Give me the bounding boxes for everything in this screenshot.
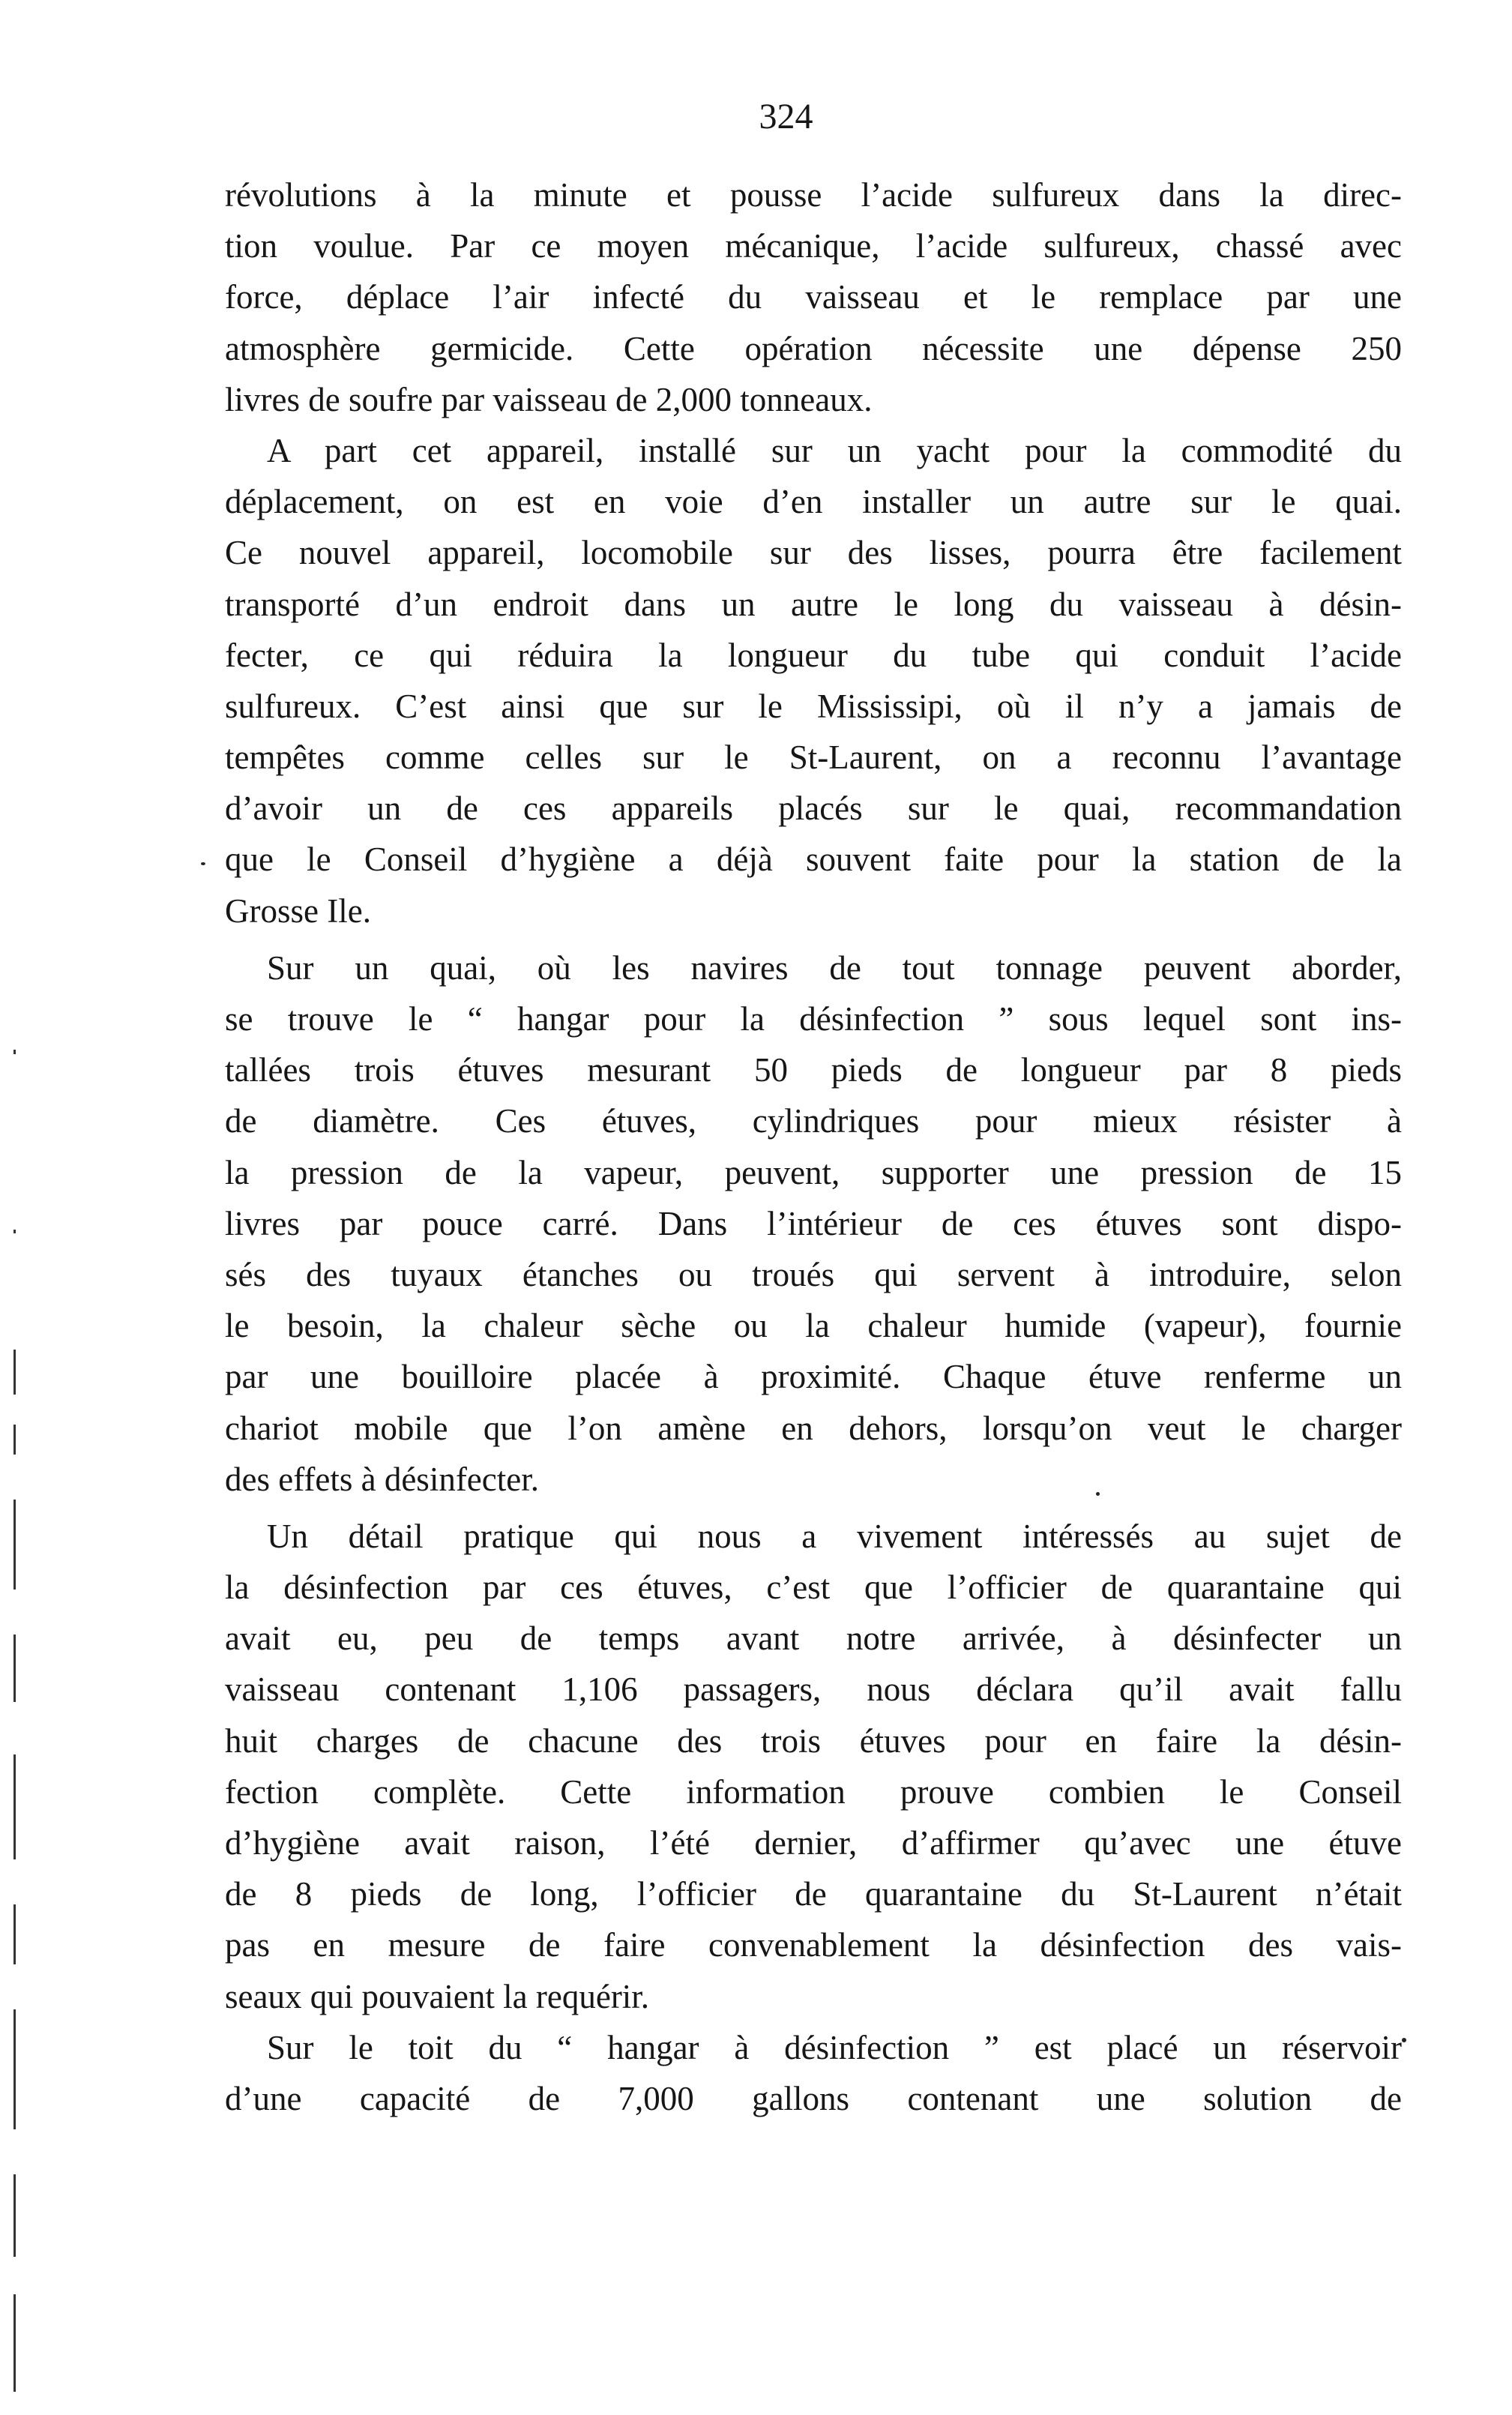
text-line: le besoin, la chaleur sèche ou la chaleur humide (vapeur), fournie: [225, 1307, 1402, 1345]
text-line: A part cet appareil, installé sur un yacht pour la commodité du: [267, 431, 1402, 469]
text-line: fection complète. Cette information prouve combien le Conseil: [225, 1772, 1402, 1811]
text-line: Grosse Ile.: [225, 891, 371, 930]
text-line: se trouve le “ hangar pour la désinfection ” sous lequel sont ins-: [225, 1000, 1402, 1038]
text-line: de 8 pieds de long, l’officier de quarantaine du St-Laurent n’était: [225, 1875, 1402, 1913]
text-line: tempêtes comme celles sur le St-Laurent, on a reconnu l’avantage: [225, 739, 1402, 777]
text-line: transporté d’un endroit dans un autre le long du vaisseau à désin-: [225, 585, 1402, 623]
text-line: seaux qui pouvaient la requérir.: [225, 1977, 650, 2015]
text-line: atmosphère germicide. Cette opération nécessite une dépense 250: [225, 329, 1402, 367]
text-line: d’avoir un de ces appareils placés sur le quai, recommandation: [225, 790, 1402, 828]
text-line: sés des tuyaux étanches ou troués qui servent à introduire, selon: [225, 1255, 1402, 1293]
scan-speck: [201, 862, 205, 865]
body-text: [225, 169, 1402, 2124]
text-line: d’hygiène avait raison, l’été dernier, d’affirmer qu’avec une étuve: [225, 1824, 1402, 1862]
text-line: vaisseau contenant 1,106 passagers, nous déclara qu’il avait fallu: [225, 1670, 1402, 1709]
text-line: des effets à désinfecter.: [225, 1460, 539, 1498]
text-line: Sur un quai, où les navires de tout tonnage peuvent aborder,: [267, 948, 1402, 987]
text-line: Ce nouvel appareil, locomobile sur des lisses, pourra être facilement: [225, 534, 1402, 572]
text-line: pas en mesure de faire convenablement la désinfection des vais-: [225, 1926, 1402, 1964]
text-line: tion voulue. Par ce moyen mécanique, l’acide sulfureux, chassé avec: [225, 227, 1402, 265]
text-line: la pression de la vapeur, peuvent, supporter une pression de 15: [225, 1153, 1402, 1191]
text-line: de diamètre. Ces étuves, cylindriques pour mieux résister à: [225, 1102, 1402, 1140]
text-line: avait eu, peu de temps avant notre arrivée, à désinfecter un: [225, 1619, 1402, 1658]
text-line: chariot mobile que l’on amène en dehors, lorsqu’on veut le charger: [225, 1409, 1402, 1447]
text-line: livres de soufre par vaisseau de 2,000 tonneaux.: [225, 380, 873, 418]
text-line: par une bouilloire placée à proximité. Chaque étuve renferme un: [225, 1358, 1402, 1396]
text-line: Sur le toit du “ hangar à désinfection ” est placé un réservoir: [267, 2028, 1402, 2066]
text-line: que le Conseil d’hygiène a déjà souvent faite pour la station de la: [225, 840, 1402, 879]
text-line: révolutions à la minute et pousse l’acide sulfureux dans la direc-: [225, 176, 1402, 214]
text-line: huit charges de chacune des trois étuves pour en faire la désin-: [225, 1721, 1402, 1760]
text-line: sulfureux. C’est ainsi que sur le Mississipi, où il n’y a jamais de: [225, 687, 1402, 725]
page-number: 324: [759, 97, 813, 136]
text-line: tallées trois étuves mesurant 50 pieds de longueur par 8 pieds: [225, 1051, 1402, 1089]
scan-speck: [1096, 1492, 1100, 1496]
text-line: Un détail pratique qui nous a vivement intéressés au sujet de: [267, 1517, 1402, 1555]
scan-binding-marks: [10, 1035, 19, 2399]
text-line: déplacement, on est en voie d’en installer un autre sur le quai.: [225, 483, 1402, 521]
text-line: la désinfection par ces étuves, c’est que l’officier de quarantaine qui: [225, 1569, 1402, 1607]
text-line: livres par pouce carré. Dans l’intérieur de ces étuves sont dispo-: [225, 1204, 1402, 1242]
text-line: fecter, ce qui réduira la longueur du tube qui conduit l’acide: [225, 636, 1402, 674]
scan-speck: [1402, 2038, 1406, 2042]
text-line: force, déplace l’air infecté du vaisseau et le remplace par une: [225, 278, 1402, 316]
text-line: d’une capacité de 7,000 gallons contenant une solution de: [225, 2079, 1402, 2117]
